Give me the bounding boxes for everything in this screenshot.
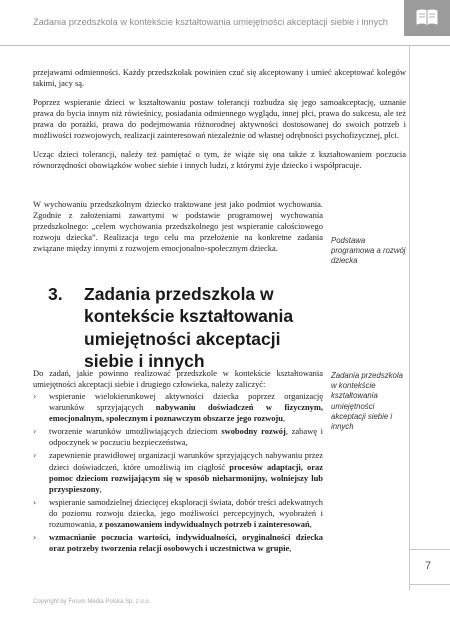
margin-rule: [409, 46, 410, 590]
page-number-box: [410, 549, 450, 585]
chevron-right-icon: ›: [33, 392, 37, 401]
margin-note-zadania: Zadania przedszkola w kontekście kształtowania umiejętności akceptacji siebie i innych: [331, 371, 403, 432]
list-item: › tworzenie warunków umożliwiających dzieciom swobodny rozwój, zabawę i odpoczynek w poczuciu bezpieczeństwa,: [33, 426, 324, 448]
margin-note-podstawa: Podstawa programowa a rozwój dziecka: [331, 236, 406, 266]
chevron-right-icon: ›: [33, 497, 37, 507]
paragraph-2: Poprzez wspieranie dzieci w kształtowaniu postaw tolerancji rozbudza się jego samoakceptację, uznanie prawa do bycia innym niż rówieśnicy, posiadania odmiennego wyglądu, innej płci, prawa do sukcesu, ale też prawa do porażki, prawa do podejmowania różnorodnej aktywności dostosowanej do swoich potrzeb i możliwości rozwojowych, realizacji zainteresowań niezależnie od własnej odrębności psychofizycznej, płci.: [33, 96, 406, 140]
list-item: › zapewnienie prawidłowej organizacji warunków sprzyjających nabywaniu przez dzieci doświadczeń, które umożliwią im ciągłość procesów adaptacji, oraz pomoc dzieciom rozwijającym się w sposób nieharmonijny, wolniejszy lub przyspieszony,: [33, 450, 323, 494]
paragraph-1: przejawami odmienności. Każdy przedszkolak powinien czuć się akceptowany i umieć akceptować kolegów takimi, jacy są.: [33, 67, 406, 89]
chevron-right-icon: ›: [33, 427, 37, 437]
chevron-right-icon: ›: [33, 451, 37, 461]
open-book-icon: [416, 8, 438, 26]
running-title: Zadania przedszkola w kontekście kształtowania umiejętności akceptacji siebie i innych: [33, 17, 388, 27]
list-item: › wspieranie samodzielnej dziecięcej eksploracji świata, dobór treści adekwatnych do poziomu rozwoju dziecka, jego możliwości percepcyjnych, wyobrażeń i rozumowania, z poszanowaniem indywidualnych potrzeb i zainteresowań,: [33, 496, 323, 530]
body-text-mid: [33, 199, 323, 262]
paragraph-3: Ucząc dzieci tolerancji, należy też pamiętać o tym, że wiąże się ona także z kształtowaniem poczucia równorzędności obowiązków wobec siebie i innych ludzi, z którymi żyje dziecko i współpracuje.: [33, 148, 406, 170]
list-intro: Do zadań, jakie powinno realizować przedszkole w kontekście kształtowania umiejętności akceptacji siebie i drugiego człowieka, należy zaliczyć:: [33, 368, 323, 390]
page-number: 7: [425, 560, 432, 572]
section-number: 3.: [48, 284, 63, 304]
body-text-top: [33, 67, 406, 178]
copyright-footer: Copyright by Forum Media Polska Sp. z o.o.: [33, 599, 151, 605]
list-item: › wzmacnianie poczucia wartości, indywidualności, oryginalności dziecka oraz potrzeby tworzenia relacji osobowych i uczestnictwa w grupie,: [33, 532, 323, 554]
paragraph-4: W wychowaniu przedszkolnym dziecko traktowane jest jako podmiot wychowania. Zgodnie z założeniami zawartymi w podstawie programowej wychowania przedszkolnego: „celem wychowania przedszkolnego jest wspieranie całościowego rozwoju dziecka”. Realizacja tego celu ma przełożenie na konkretne zadania związane między innymi z rozwojem emocjonalno-społecznym dziecka.: [33, 199, 323, 254]
section-title: Zadania przedszkola w kontekście kształtowania umiejętności akceptacji siebie i innych: [84, 284, 294, 372]
chevron-right-icon: ›: [33, 533, 37, 543]
list-item: › wspieranie wielokierunkowej aktywności dziecka poprzez organizację warunków sprzyjających nabywaniu doświadczeń w fizycznym, emocjonalnym, społecznym i poznawczym obszarze jego rozwoju,: [33, 391, 323, 424]
book-tab: [404, 0, 450, 36]
page-header: [0, 0, 450, 46]
task-list: [33, 391, 323, 556]
